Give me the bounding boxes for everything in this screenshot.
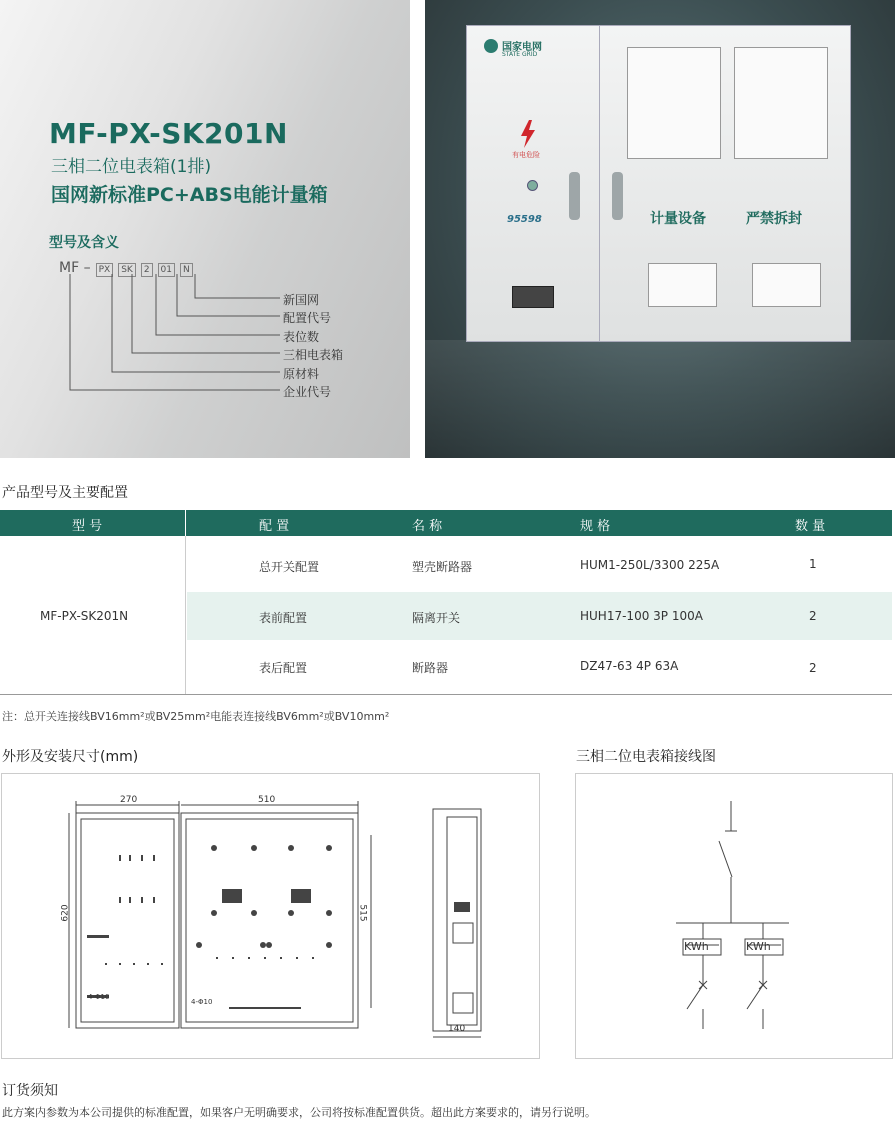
table-cell: DZ47-63 4P 63A (580, 659, 679, 673)
order-notice-title: 订货须知 (2, 1083, 58, 1099)
table-cell: 断路器 (412, 661, 449, 675)
label-metering: 计量设备 (650, 211, 706, 227)
product-subtitle: 三相二位电表箱(1排) (51, 157, 212, 177)
header-spec: 规 格 (580, 519, 611, 534)
header-qty: 数 量 (795, 519, 826, 534)
hotline: 95598 (507, 214, 542, 225)
code-box: SK (118, 263, 136, 277)
table-cell: 2 (809, 609, 817, 623)
code-meaning: 三相电表箱 (283, 348, 344, 362)
header-config: 配 置 (259, 519, 290, 534)
table-cell: 2 (809, 661, 817, 675)
nameplate (512, 286, 554, 308)
code-box: 2 (141, 263, 153, 277)
dimension-drawing (1, 773, 538, 1057)
code-meaning: 配置代号 (283, 311, 332, 325)
meter-window (627, 47, 721, 159)
breaker-window (648, 263, 717, 307)
code-meaning: 原材料 (283, 367, 320, 381)
code-meaning: 新国网 (283, 293, 320, 307)
model-meaning-title: 型号及含义 (49, 235, 119, 251)
code-box: PX (96, 263, 114, 277)
wiring-note: 注：总开关连接线BV16mm²或BV25mm²电能表连接线BV6mm²或BV10mm² (2, 710, 390, 723)
photo-reflection (425, 340, 895, 458)
dim-hole-left: 4-Φ10 (88, 993, 110, 1001)
product-subtitle-2: 国网新标准PC+ABS电能计量箱 (51, 184, 328, 206)
dim-width-left: 270 (120, 795, 138, 805)
code-meaning: 企业代号 (283, 385, 332, 399)
config-section-title: 产品型号及主要配置 (2, 485, 128, 501)
lightning-icon (520, 120, 536, 148)
dim-width-right: 510 (258, 795, 276, 805)
meter-label: KWh (746, 940, 771, 953)
table-bottom-rule (0, 694, 892, 695)
state-grid-logo-icon (484, 39, 498, 53)
table-cell: 1 (809, 557, 817, 571)
dim-height: 620 (60, 904, 71, 922)
table-cell: 表前配置 (259, 611, 308, 625)
wiring-section-title: 三相二位电表箱接线图 (576, 749, 716, 765)
wiring-diagram (575, 773, 891, 1057)
danger-label: 有电危险 (512, 151, 540, 159)
dim-hole-right: 4-Φ10 (191, 998, 213, 1006)
header-name: 名 称 (412, 519, 443, 534)
dim-height-mount: 515 (357, 904, 368, 922)
dim-depth: 140 (448, 1024, 466, 1034)
table-cell: 总开关配置 (259, 560, 320, 574)
table-cell: HUM1-250L/3300 225A (580, 558, 720, 572)
label-seal: 严禁拆封 (746, 211, 802, 227)
table-cell: 表后配置 (259, 661, 308, 675)
code-prefix: MF – (59, 260, 91, 276)
product-model-title: MF-PX-SK201N (49, 117, 288, 150)
table-header (0, 510, 892, 536)
order-notice-text: 此方案内参数为本公司提供的标准配置，如果客户无明确要求，公司将按标准配置供货。超出此方案要求的，请另行说明。 (2, 1106, 596, 1119)
brand-en: STATE GRID (502, 51, 538, 58)
table-model-cell: MF-PX-SK201N (40, 609, 129, 623)
meter-window (734, 47, 828, 159)
table-cell: HUH17-100 3P 100A (580, 609, 703, 623)
header-divider (185, 510, 186, 536)
lock-handle-icon (569, 172, 580, 220)
dimension-section-title: 外形及安装尺寸(mm) (2, 749, 139, 765)
header-model: 型 号 (72, 519, 103, 534)
table-cell: 隔离开关 (412, 611, 461, 625)
code-meaning: 表位数 (283, 330, 320, 344)
lock-handle-icon (612, 172, 623, 220)
meter-label: KWh (684, 940, 709, 953)
code-box: 01 (158, 263, 175, 277)
brand-cn: 国家电网 (502, 42, 542, 53)
model-code-leader-lines (60, 274, 290, 400)
code-box: N (180, 263, 193, 277)
table-cell: 塑壳断路器 (412, 560, 473, 574)
indicator-icon (527, 180, 538, 191)
breaker-window (752, 263, 821, 307)
column-divider (185, 536, 186, 694)
